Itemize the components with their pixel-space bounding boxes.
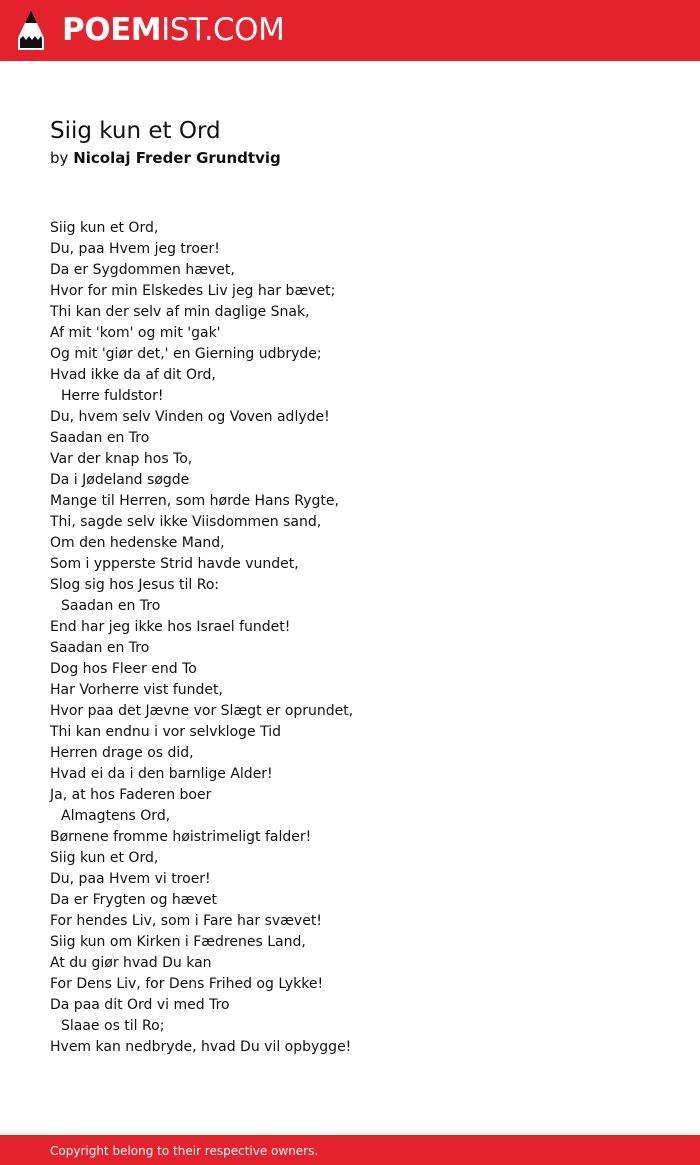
poem-line: Almagtens Ord, [61,808,171,824]
site-header [0,0,700,61]
poem-line: Hvor paa det Jævne vor Slægt er oprundet, [50,703,354,719]
poem-line: Af mit 'kom' og mit 'gak' [50,325,221,341]
poem-line: Siig kun et Ord, [50,850,159,866]
poem-body [50,218,670,1058]
brand-bold-part: POEM [62,12,162,48]
poem-line: Thi, sagde selv ikke Viisdommen sand, [50,514,322,530]
poem-line: Om den hedenske Mand, [50,535,225,551]
site-logo-text[interactable] [62,11,284,49]
poem-line: Saadan en Tro [61,598,161,614]
poem-line: Ja, at hos Faderen boer [50,787,212,803]
poem-line: For Dens Liv, for Dens Frihed og Lykke! [50,976,324,992]
poem-line: Har Vorherre vist fundet, [50,682,223,698]
poem-line: For hendes Liv, som i Fare har svævet! [50,913,322,929]
poem-line: Børnene fromme høistrimeligt falder! [50,829,312,845]
poem-byline [50,148,281,169]
poem-line: Du, paa Hvem vi troer! [50,871,211,887]
poem-line: Du, hvem selv Vinden og Voven adlyde! [50,409,330,425]
poem-line: Da paa dit Ord vi med Tro [50,997,230,1013]
poem-line: Herre fuldstor! [61,388,164,404]
poem-line: Da i Jødeland søgde [50,472,190,488]
poem-line: Som i ypperste Strid havde vundet, [50,556,299,572]
poem-title: Siig kun et Ord [50,118,221,144]
author-name: Nicolaj Freder Grundtvig [73,149,281,167]
poem-line: Thi kan endnu i vor selvkloge Tid [50,724,281,740]
poem-line: Slaae os til Ro; [61,1018,165,1034]
poem-line: Hvad ei da i den barnlige Alder! [50,766,273,782]
poem-line: Var der knap hos To, [50,451,193,467]
poem-line: Saadan en Tro [50,640,150,656]
poem-line: At du giør hvad Du kan [50,955,212,971]
poem-line: Herren drage os did, [50,745,194,761]
poem-line: Siig kun om Kirken i Fædrenes Land, [50,934,306,950]
poem-line: Hvad ikke da af dit Ord, [50,367,216,383]
poem-line: Siig kun et Ord, [50,220,159,236]
poem-line: Slog sig hos Jesus til Ro: [50,577,220,593]
poem-line: Mange til Herren, som hørde Hans Rygte, [50,493,339,509]
site-footer [0,1135,700,1165]
copyright-notice: Copyright belong to their respective owners. [50,1144,319,1158]
poem-line: Da er Frygten og hævet [50,892,217,908]
brand-light-part: IST.COM [161,12,285,48]
poem-line: Hvor for min Elskedes Liv jeg har bævet; [50,283,336,299]
pencil-tip-icon[interactable] [17,9,45,51]
poem-line: Og mit 'giør det,' en Gierning udbryde; [50,346,322,362]
by-label: by [50,149,69,167]
poem-line: Thi kan der selv af min daglige Snak, [50,304,310,320]
poem-line: End har jeg ikke hos Israel fundet! [50,619,291,635]
poem-line: Dog hos Fleer end To [50,661,197,677]
poem-line: Hvem kan nedbryde, hvad Du vil opbygge! [50,1039,352,1055]
poem-line: Da er Sygdommen hævet, [50,262,235,278]
poem-line: Saadan en Tro [50,430,150,446]
poem-line: Du, paa Hvem jeg troer! [50,241,220,257]
